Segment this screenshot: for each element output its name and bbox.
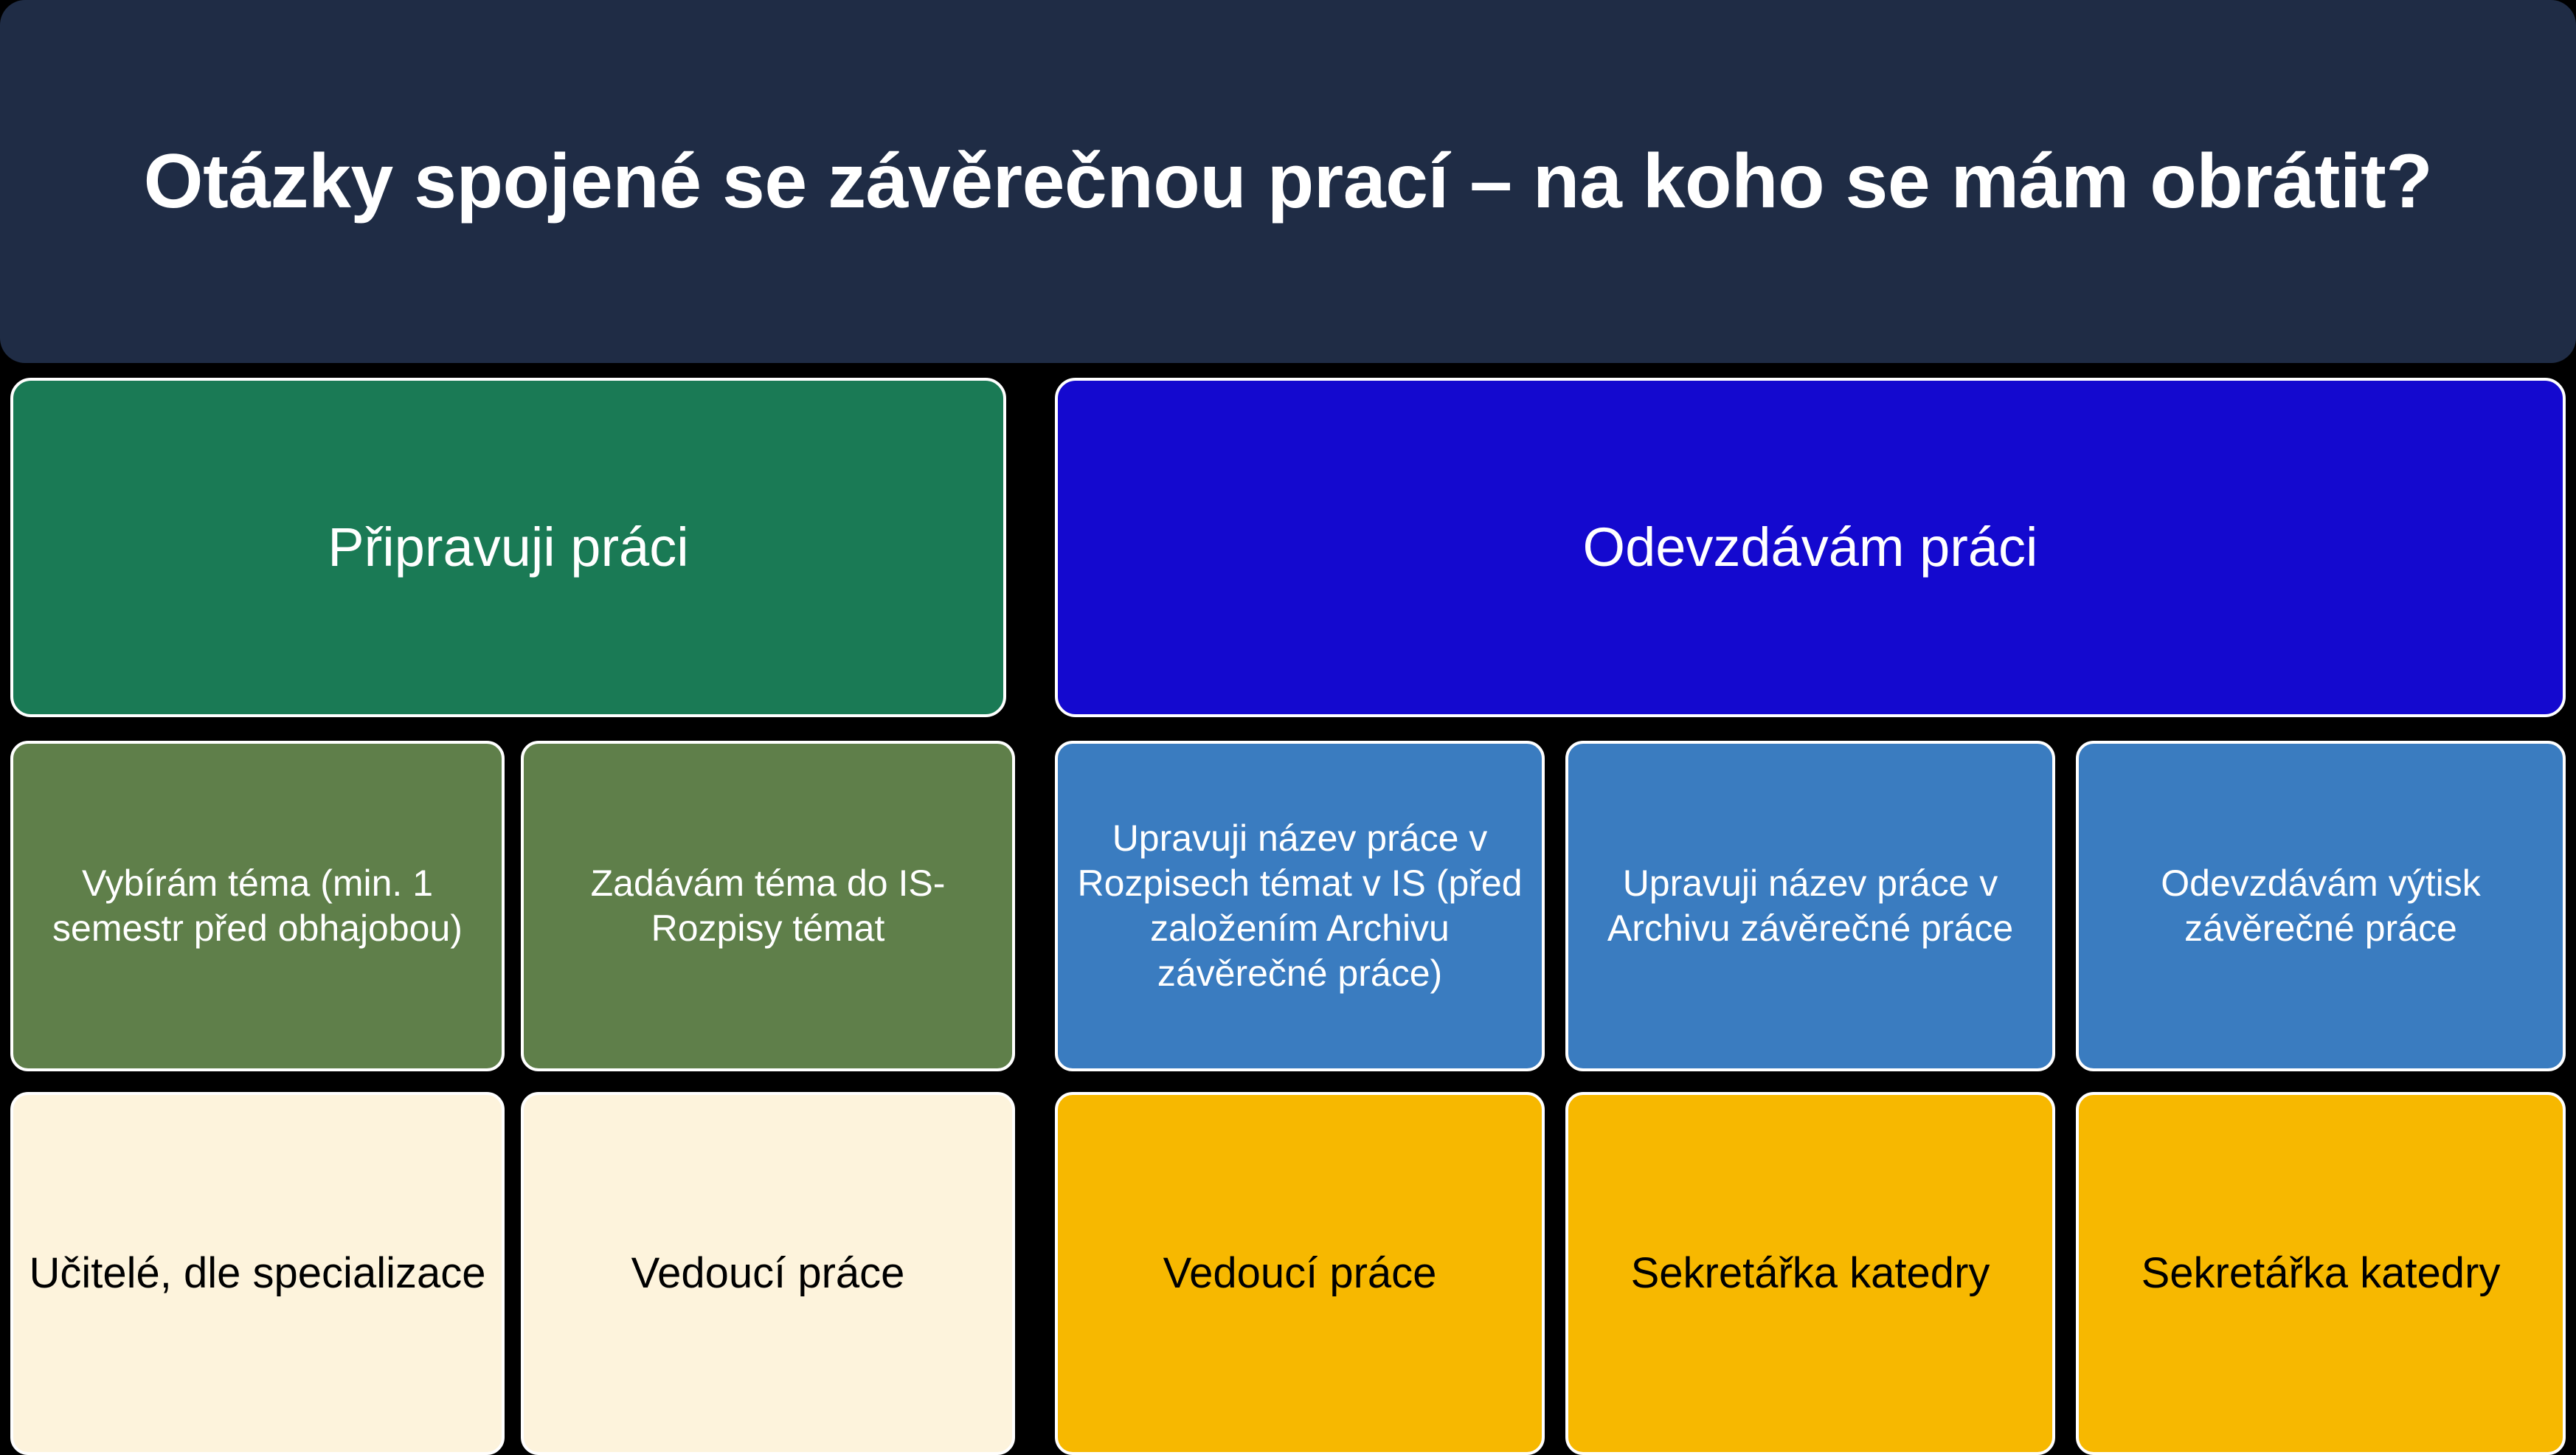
task-card-prepare-2 [521,741,1015,1071]
column-header-prepare-label: Připravuji práci [328,516,689,578]
contact-card-submit-2 [1565,1092,2055,1455]
task-card-submit-1 [1055,741,1545,1071]
column-header-submit-label: Odevzdávám práci [1582,516,2038,578]
contact-card-prepare-1-label: Učitelé, dle specializace [29,1248,486,1297]
contact-card-submit-3-label: Sekretářka katedry [2141,1248,2501,1297]
page-title: Otázky spojené se závěrečnou prací – na koho se mám obrátit? [143,138,2433,224]
contact-card-submit-1 [1055,1092,1545,1455]
contact-card-prepare-2-label: Vedoucí práce [631,1248,905,1297]
task-card-prepare-2-label: Zadávám téma do IS- Rozpisy témat [590,863,946,949]
contact-card-submit-1-label: Vedoucí práce [1163,1248,1437,1297]
task-card-submit-3-label: Odevzdávám výtisk závěrečné práce [2161,863,2481,949]
diagram-board [0,378,2576,1455]
column-header-prepare [10,378,1006,717]
contact-card-prepare-1 [10,1092,505,1455]
header-row [0,378,2576,717]
contact-row [0,1092,2576,1455]
task-card-submit-3 [2076,741,2566,1071]
task-card-prepare-1 [10,741,505,1071]
task-card-submit-1-label: Upravuji název práce v Rozpisech témat v IS (před založením Archivu závěrečné práce) [1077,818,1523,994]
task-row [0,741,2576,1071]
task-card-prepare-1-label: Vybírám téma (min. 1 semestr před obhajobou) [52,863,463,949]
task-card-submit-2 [1565,741,2055,1071]
task-card-submit-2-label: Upravuji název práce v Archivu závěrečné práce [1607,863,2014,949]
title-banner [0,0,2576,363]
contact-card-submit-2-label: Sekretářka katedry [1630,1248,1990,1297]
contact-card-submit-3 [2076,1092,2566,1455]
column-header-submit [1055,378,2566,717]
contact-card-prepare-2 [521,1092,1015,1455]
